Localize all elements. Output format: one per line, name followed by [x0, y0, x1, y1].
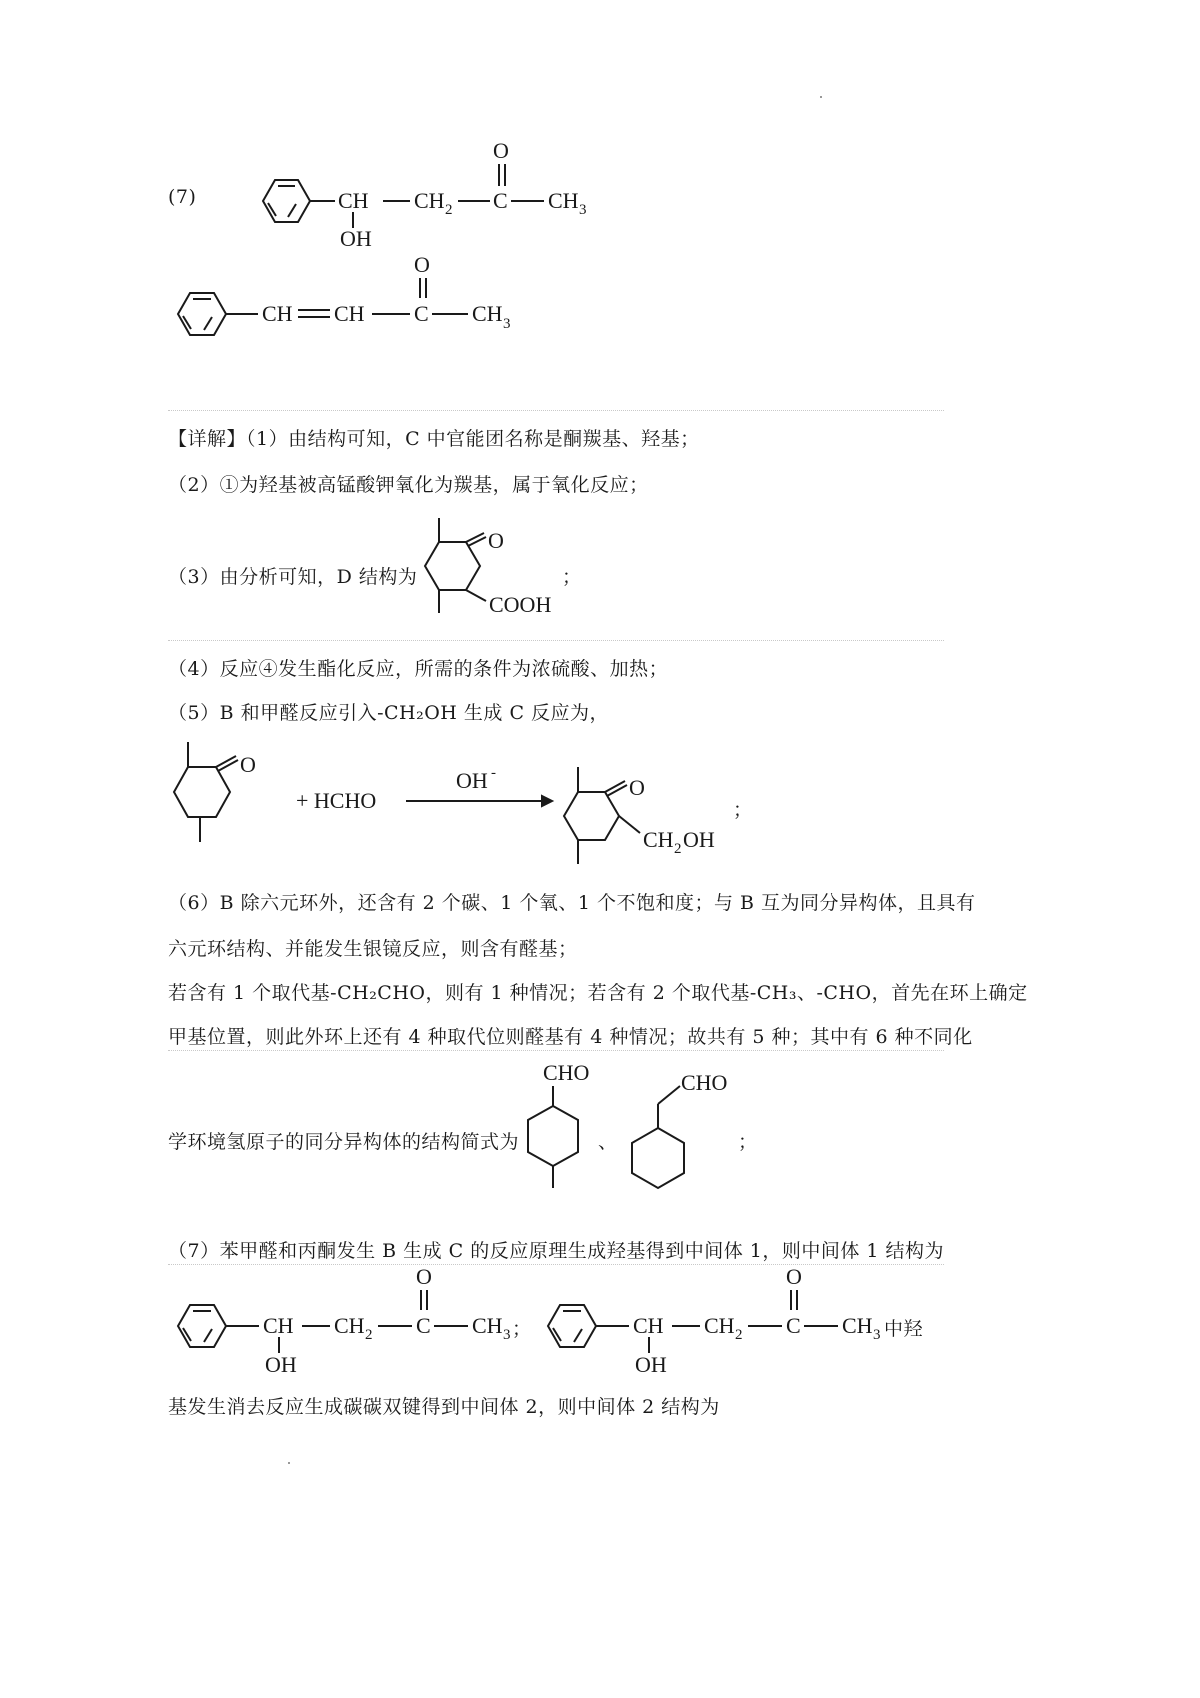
- answer-line-6e: 学环境氢原子的同分异构体的结构简式为: [168, 1131, 520, 1153]
- svg-text:OH: OH: [265, 1352, 297, 1377]
- svg-text:O: O: [493, 138, 509, 163]
- answer-line-3: （3）由分析可知，D 结构为: [168, 566, 418, 588]
- svg-text:CH: CH: [334, 301, 365, 326]
- svg-text:CH: CH: [263, 1313, 294, 1338]
- svg-text:3: 3: [873, 1327, 881, 1343]
- svg-text:CH: CH: [472, 301, 503, 326]
- answer-line-7b: 基发生消去反应生成碳碳双键得到中间体 2，则中间体 2 结构为: [168, 1396, 720, 1418]
- svg-text:CH: CH: [472, 1313, 503, 1338]
- svg-text:O: O: [488, 528, 504, 553]
- answer-line-4: （4）反应④发生酯化反应，所需的条件为浓硫酸、加热；: [168, 658, 669, 680]
- isomer-separator: 、: [598, 1131, 618, 1153]
- svg-text:2: 2: [445, 202, 453, 218]
- answer-line-7a: （7）苯甲醛和丙酮发生 B 生成 C 的反应原理生成羟基得到中间体 1，则中间体 1 结构为: [168, 1240, 945, 1262]
- hcho-label: + HCHO: [296, 788, 377, 813]
- svg-text:OH: OH: [635, 1352, 667, 1377]
- svg-text:2: 2: [735, 1327, 743, 1343]
- svg-text:O: O: [240, 752, 256, 777]
- svg-text:C: C: [414, 301, 429, 326]
- svg-text:2: 2: [365, 1327, 373, 1343]
- isomer-end: ；: [738, 1131, 758, 1153]
- answer-line-3-end: ；: [562, 566, 582, 588]
- svg-text:O: O: [629, 775, 645, 800]
- answer-line-1: 【详解】（1）由结构可知，C 中官能团名称是酮羰基、羟基；: [168, 428, 700, 450]
- svg-text:C: C: [786, 1313, 801, 1338]
- oh-label: OH: [340, 226, 372, 251]
- svg-text:CH: CH: [414, 188, 445, 213]
- svg-text:CH: CH: [548, 188, 579, 213]
- svg-text:CH: CH: [842, 1313, 873, 1338]
- answer-line-6c: 若含有 1 个取代基-CH₂CHO，则有 1 种情况；若含有 2 个取代基-CH₃、-CHO，首先在环上确定: [168, 982, 1028, 1004]
- answer-line-6b: 六元环结构、并能发生银镜反应，则含有醛基；: [168, 938, 578, 960]
- svg-text:-: -: [491, 765, 496, 781]
- part-7-label: (7): [168, 186, 197, 208]
- svg-text:CHO: CHO: [543, 1060, 590, 1085]
- svg-text:3: 3: [503, 1327, 511, 1343]
- answer-line-6a: （6）B 除六元环外，还含有 2 个碳、1 个氧、1 个不饱和度；与 B 互为同分异构体，且具有: [168, 892, 976, 914]
- svg-text:CH: CH: [704, 1313, 735, 1338]
- svg-text:O: O: [414, 252, 430, 277]
- svg-text:2: 2: [674, 841, 682, 857]
- intermediate-1-separator: ；: [512, 1318, 532, 1340]
- svg-text:O: O: [416, 1264, 432, 1289]
- oh-minus-label: OH: [456, 768, 488, 793]
- svg-text:C: C: [416, 1313, 431, 1338]
- svg-text:O: O: [786, 1264, 802, 1289]
- svg-text:3: 3: [579, 202, 587, 218]
- svg-text:CH: CH: [334, 1313, 365, 1338]
- svg-text:OH: OH: [683, 827, 715, 852]
- svg-text:3: 3: [503, 316, 511, 332]
- scan-dot: [288, 1462, 290, 1464]
- reaction-5-end: ；: [733, 799, 753, 821]
- svg-text:CHO: CHO: [681, 1070, 728, 1095]
- svg-text:CH: CH: [262, 301, 293, 326]
- svg-text:C: C: [493, 188, 508, 213]
- cooh-label: COOH: [489, 592, 552, 617]
- answer-line-5: （5）B 和甲醛反应引入-CH₂OH 生成 C 反应为，: [168, 702, 610, 724]
- svg-text:CH: CH: [643, 827, 674, 852]
- answer-line-6d: 甲基位置，则此外环上还有 4 种取代位则醛基有 4 种情况；故共有 5 种；其中有 6 种不同化: [168, 1026, 973, 1048]
- svg-text:CH: CH: [633, 1313, 664, 1338]
- intermediate-1-suffix: 中羟: [884, 1318, 924, 1340]
- scan-dot: [820, 96, 822, 98]
- answer-line-2: （2）①为羟基被高锰酸钾氧化为羰基，属于氧化反应；: [168, 474, 649, 496]
- ch-label: CH: [338, 188, 369, 213]
